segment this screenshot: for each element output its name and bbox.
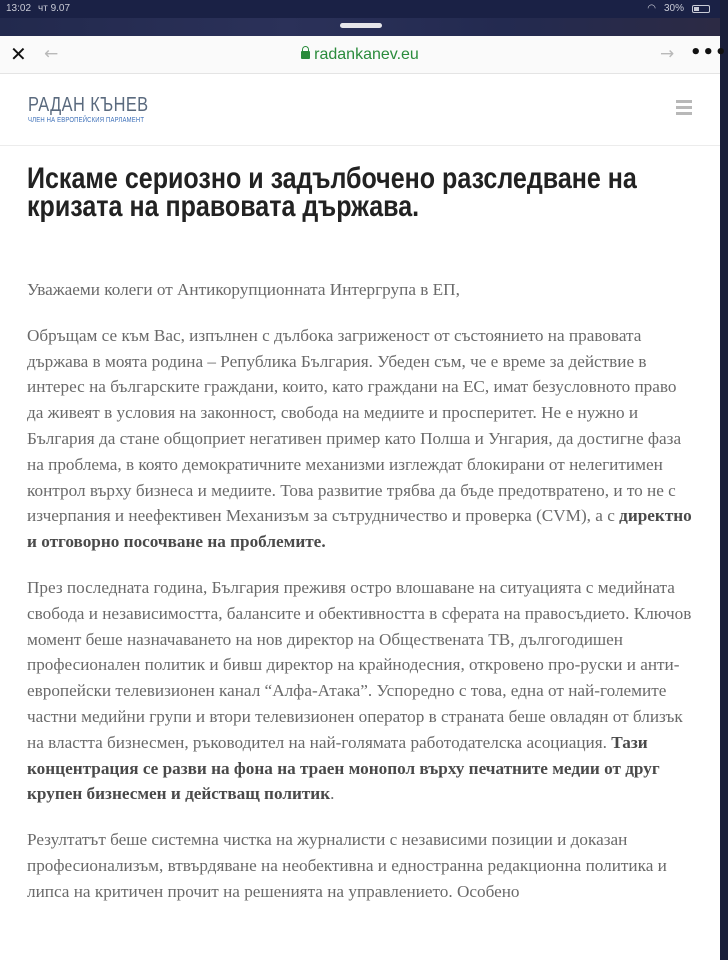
site-header <box>0 74 720 146</box>
paragraph-2-text: През последната година, България преживя остро влошаване на ситуацията с медийната свобода и независимостта, балансите и обективността в сферата на правосъдието. Ключов момент беше назначаването на нов директор на Обществената ТВ, дългогодишен професионален политик и бивш директор на крайнодесния, откровено про-руски и анти-европейски телевизионен канал “Алфа-Атака”. Успоредно с това, една от най-големите частни медийни групи и втори телевизионен оператор в страната беше овладян от близък на властта бизнесмен, ръководител на най-голямата работодателска асоциация. <box>27 577 692 752</box>
logo-name: РАДАН КЪНЕВ <box>28 94 149 116</box>
url-display[interactable] <box>0 42 720 66</box>
paragraph-1-text: Обръщам се към Вас, изпълнен с дълбока загриженост от състоянието на правовата държава в моята родина – Република България. Убеден съм, че е време за действие в интерес на българските граждани, които, като граждани на ЕС, имат безусловното право да живеят в условия на законност, свобода на медиите и просперитет. Не е нужно и България да стане общоприет негативен пример като Полша и Унгария, да достигне фаза на проблема, в която демократичните механизми изглеждат блокирани от нелегитимен контрол върху бизнеса и медиите. Това развитие трябва да бъде предотвратено, и то не с изчерпания и неефективен Механизъм за сътрудничество и проверка (CVM), а с <box>27 325 682 526</box>
paragraph-1-emphasis: директно и отговорно посочване на проблемите <box>27 506 692 552</box>
sheet-grabber[interactable] <box>340 23 382 28</box>
lock-icon <box>301 51 310 59</box>
paragraph-2-end: . <box>330 784 335 804</box>
status-date: чт 9.07 <box>38 3 71 14</box>
browser-toolbar <box>0 36 728 74</box>
menu-icon[interactable] <box>676 100 692 118</box>
back-arrow-icon[interactable]: ← <box>44 44 59 64</box>
paragraph-3: Резултатът беше системна чистка на журналисти с независими позиции и доказан професионализъм, втвърдяване на необективна и едностранна редакционна политика и липса на критичен прочит на решенията на управлението. Особено <box>27 830 667 901</box>
paragraph-2 <box>27 575 694 807</box>
url-text: radankanev.eu <box>314 46 419 63</box>
site-logo[interactable] <box>28 94 175 124</box>
background-tabs <box>0 18 720 38</box>
article-headline: Искаме сериозно и задълбочено разследване на кризата на правовата държава. <box>27 162 637 223</box>
browser-sheet <box>0 36 728 960</box>
logo-subtitle: ЧЛЕН НА ЕВРОПЕЙСКИЯ ПАРЛАМЕНТ <box>28 117 145 124</box>
article-body <box>27 277 694 905</box>
greeting-paragraph: Уважаеми колеги от Антикорупционната Интергрупа в ЕП, <box>27 280 460 299</box>
paragraph-2-emphasis: Тази концентрация се разви на фона на траен монопол върху печатните медии от друг крупен бизнесмен и действащ политик <box>27 732 660 804</box>
more-options-icon[interactable]: ••• <box>690 42 728 63</box>
paragraph-1-end: . <box>321 532 326 552</box>
wifi-icon: ◠ <box>647 3 656 14</box>
paragraph-1 <box>27 323 694 555</box>
status-time: 13:02 <box>6 3 32 14</box>
article <box>0 162 720 905</box>
close-icon[interactable]: ✕ <box>10 42 27 66</box>
forward-arrow-icon[interactable]: → <box>660 44 675 64</box>
status-right <box>647 3 710 14</box>
status-bar <box>0 0 720 18</box>
battery-percent: 30% <box>663 3 684 14</box>
battery-icon <box>692 5 710 13</box>
